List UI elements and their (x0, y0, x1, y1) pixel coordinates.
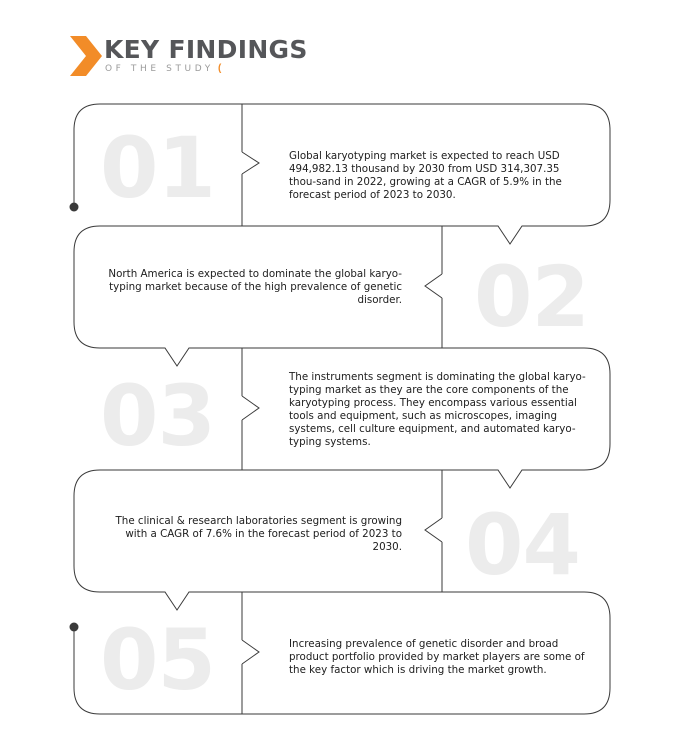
page-subtitle: OF THE STUDY (105, 64, 214, 74)
pointer-01 (242, 152, 259, 174)
pointer-02 (425, 274, 442, 298)
finding-text-01: Global karyotyping market is expected to reach USD 494,982.13 thousand by 2030 from USD 314,307.35 thou-sand in 2022, growing at a CAGR of 5.9% in the forecast period of 2023 to 2030. (289, 150, 562, 201)
page-title: KEY FINDINGS (104, 35, 308, 64)
pointer-03 (242, 396, 259, 420)
header (70, 35, 370, 80)
finding-text-03: The instruments segment is dominating the global karyo-typing market as they are the core components of the karyotyping process. They encompass various essential tools and equipment, such as microscopes, imaging systems, cell culture equipment, and automated karyo-typing systems. (289, 371, 586, 448)
finding-number-05: 05 (100, 611, 215, 709)
finding-number-02: 02 (474, 248, 589, 346)
pointer-04 (425, 518, 442, 542)
timeline-dot-start (70, 203, 79, 212)
pointer-05 (242, 640, 259, 664)
finding-number-04: 04 (465, 496, 580, 594)
timeline-dot-end (70, 623, 79, 632)
finding-number-01: 01 (100, 119, 215, 217)
subtitle-mark: ( (218, 63, 222, 74)
chevron-logo-icon (70, 36, 102, 76)
finding-number-03: 03 (100, 367, 215, 465)
finding-text-02: North America is expected to dominate the global karyo-typing market because of the high prevalence of genetic disorder. (108, 268, 402, 306)
finding-text-04: The clinical & research laboratories segment is growing with a CAGR of 7.6% in the forecast period of 2023 to 2030. (115, 515, 402, 553)
finding-text-05: Increasing prevalence of genetic disorder and broad product portfolio provided by market players are some of the key factor which is driving the market growth. (289, 638, 585, 676)
